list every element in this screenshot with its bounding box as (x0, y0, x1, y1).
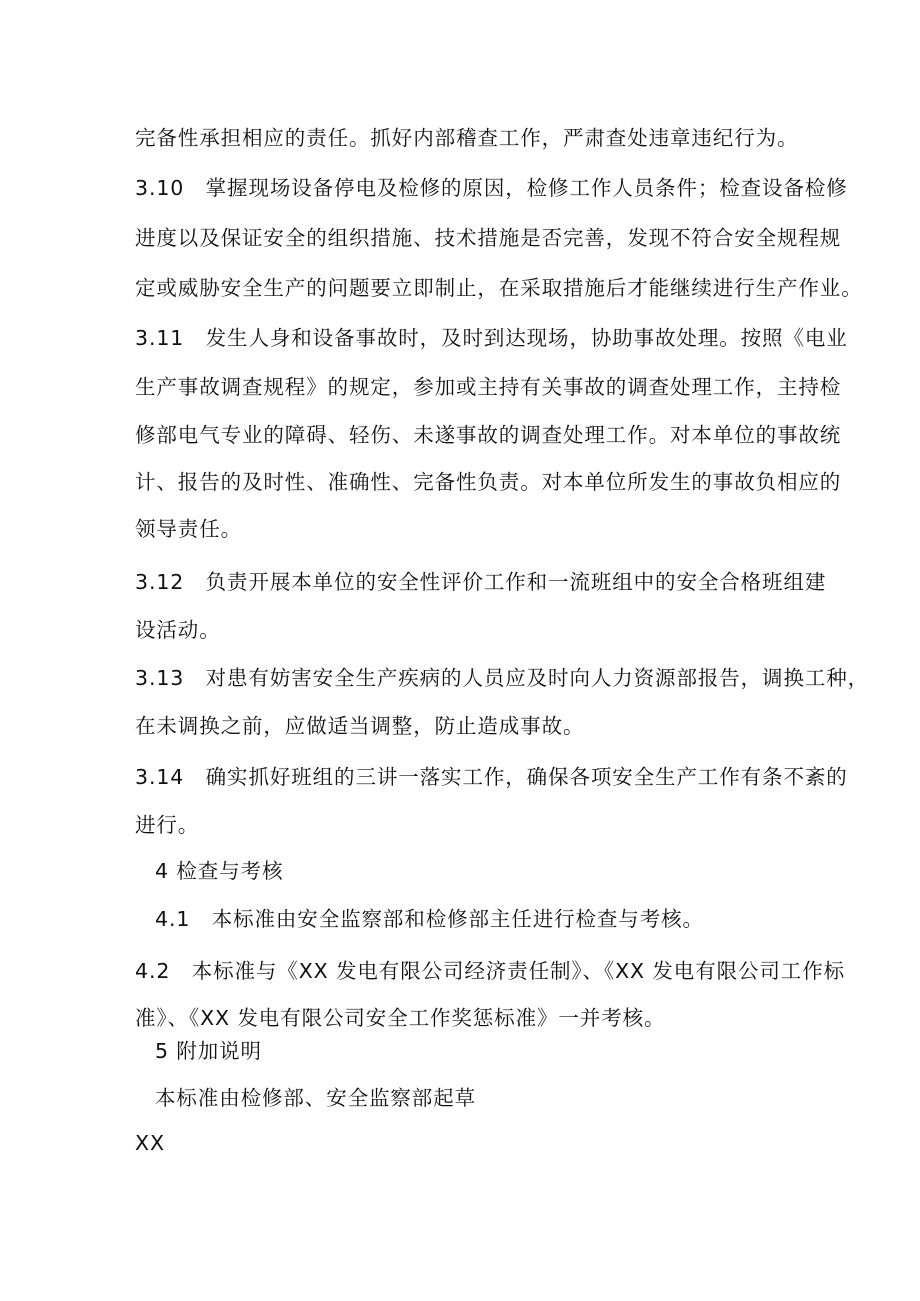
text-line: 准》、《XX 发电有限公司安全工作奖惩标准》一并考核。 (135, 1006, 666, 1030)
text-line: 在未调换之前，应做适当调整，防止造成事故。 (135, 714, 585, 738)
clause-3-10: 3.10 掌握现场设备停电及检修的原因，检修工作人员条件；检查设备检修 (135, 176, 848, 200)
text-line: 定或威胁安全生产的问题要立即制止，在采取措施后才能继续进行生产作业。 (135, 276, 863, 300)
text-line: 进行。 (135, 813, 200, 837)
clause-3-14: 3.14 确实抓好班组的三讲一落实工作，确保各项安全生产工作有条不紊的 (135, 765, 848, 789)
section-heading-5: 5 附加说明 (155, 1039, 262, 1063)
text-line: 完备性承担相应的责任。抓好内部稽查工作，严肃查处违章违纪行为。 (135, 126, 799, 150)
text-line: 本标准由检修部、安全监察部起草 (155, 1086, 476, 1110)
signature-text: XX (135, 1131, 165, 1155)
clause-4-2: 4.2 本标准与《XX 发电有限公司经济责任制》、《XX 发电有限公司工作标 (135, 959, 846, 983)
text-line: 生产事故调查规程》的规定，参加或主持有关事故的调查处理工作，主持检 (135, 375, 842, 399)
clause-3-12: 3.12 负责开展本单位的安全性评价工作和一流班组中的安全合格班组建 (135, 570, 827, 594)
text-line: 进度以及保证安全的组织措施、技术措施是否完善，发现不符合安全规程规 (135, 226, 842, 250)
text-line: 修部电气专业的障碍、轻伤、未遂事故的调查处理工作。对本单位的事故统 (135, 423, 842, 447)
clause-3-11: 3.11 发生人身和设备事故时，及时到达现场，协助事故处理。按照《电业 (135, 326, 848, 350)
clause-4-1: 4.1 本标准由安全监察部和检修部主任进行检查与考核。 (155, 907, 704, 931)
text-line: 领导责任。 (135, 517, 242, 541)
section-heading-4: 4 检查与考核 (155, 859, 284, 883)
clause-3-13: 3.13 对患有妨害安全生产疾病的人员应及时向人力资源部报告，调换工种， (135, 666, 870, 690)
text-line: 计、报告的及时性、准确性、完备性负责。对本单位所发生的事故负相应的 (135, 470, 842, 494)
text-line: 设活动。 (135, 618, 221, 642)
